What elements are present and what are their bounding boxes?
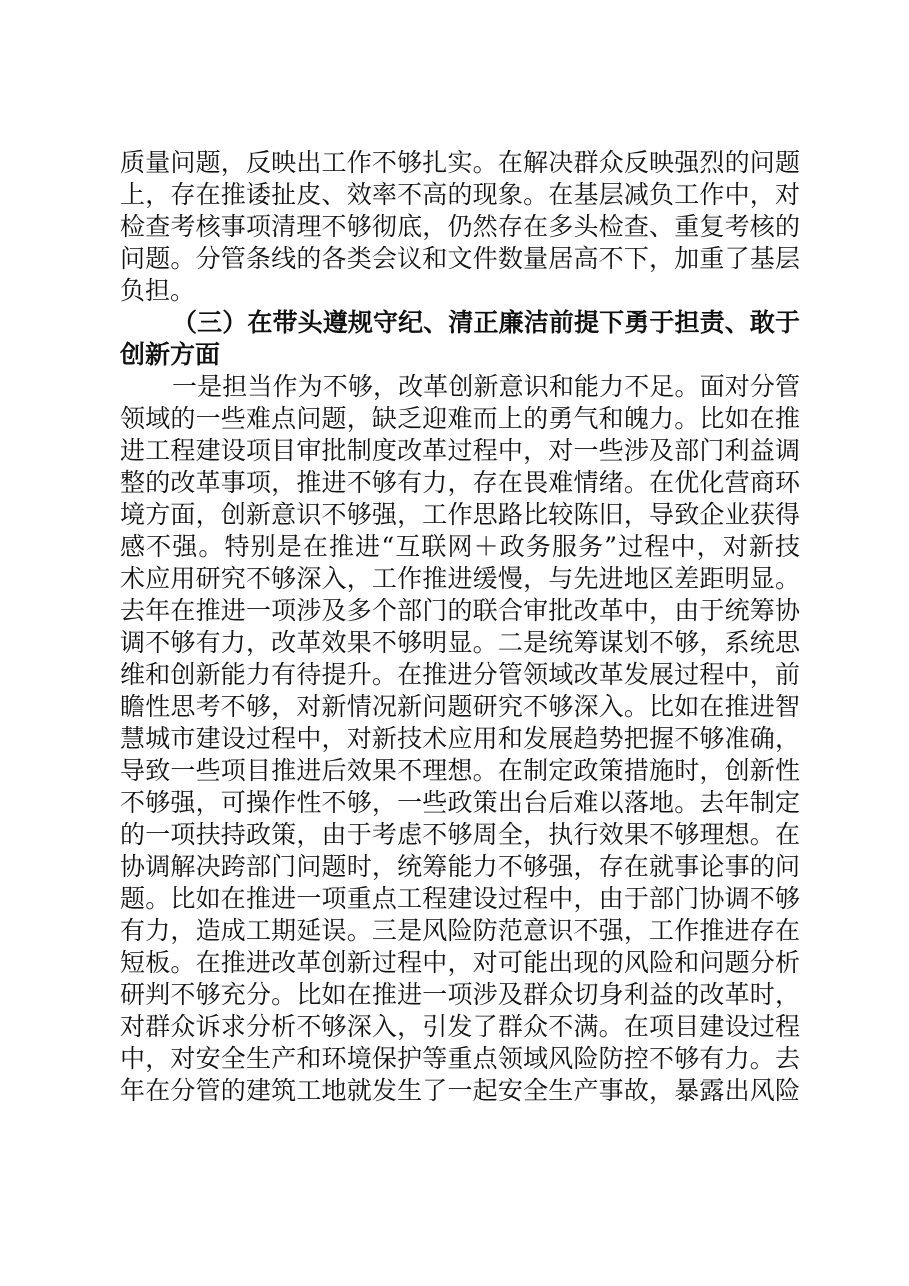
paragraph-line: 短板。在推进改革创新过程中，对可能出现的风险和问题分析 — [120, 948, 800, 977]
document-body — [120, 147, 800, 1107]
paragraph-line: 不够强，可操作性不够，一些政策出台后难以落地。去年制定 — [120, 788, 800, 817]
paragraph-line: 整的改革事项，推进不够有力，存在畏难情绪。在优化营商环 — [120, 468, 800, 497]
paragraph-line: 的一项扶持政策，由于考虑不够周全，执行效果不够理想。在 — [120, 820, 800, 849]
paragraph-line: 境方面，创新意识不够强，工作思路比较陈旧，导致企业获得 — [120, 500, 800, 529]
paragraph-line: 感不强。特别是在推进“互联网＋政务服务”过程中，对新技 — [120, 532, 800, 561]
paragraph-line: 领域的一些难点问题，缺乏迎难而上的勇气和魄力。比如在推 — [120, 404, 800, 433]
paragraph-line: 有力，造成工期延误。三是风险防范意识不强，工作推进存在 — [120, 916, 800, 945]
paragraph-line: 调不够有力，改革效果不够明显。二是统筹谋划不够，系统思 — [120, 628, 800, 657]
paragraph-line: 一是担当作为不够，改革创新意识和能力不足。面对分管 — [172, 372, 800, 401]
paragraph-line: 协调解决跨部门问题时，统筹能力不够强，存在就事论事的问 — [120, 852, 800, 881]
paragraph-line: 负担。 — [120, 276, 196, 305]
paragraph-line: 问题。分管条线的各类会议和文件数量居高不下，加重了基层 — [120, 244, 800, 273]
section-heading-line: （三）在带头遵规守纪、清正廉洁前提下勇于担责、敢于 — [172, 308, 800, 337]
paragraph-line: 研判不够充分。比如在推进一项涉及群众切身利益的改革时， — [120, 980, 800, 1009]
paragraph-line: 慧城市建设过程中，对新技术应用和发展趋势把握不够准确， — [120, 724, 800, 753]
paragraph-line: 瞻性思考不够，对新情况新问题研究不够深入。比如在推进智 — [120, 692, 800, 721]
paragraph-line: 题。比如在推进一项重点工程建设过程中，由于部门协调不够 — [120, 884, 800, 913]
paragraph-line: 中，对安全生产和环境保护等重点领域风险防控不够有力。去 — [120, 1044, 800, 1073]
section-heading-line: 创新方面 — [120, 340, 221, 369]
paragraph-line: 年在分管的建筑工地就发生了一起安全生产事故，暴露出风险 — [120, 1076, 800, 1105]
paragraph-line: 检查考核事项清理不够彻底，仍然存在多头检查、重复考核的 — [120, 212, 800, 241]
paragraph-line: 质量问题，反映出工作不够扎实。在解决群众反映强烈的问题 — [120, 148, 800, 177]
paragraph-line: 进工程建设项目审批制度改革过程中，对一些涉及部门利益调 — [120, 436, 800, 465]
paragraph-line: 对群众诉求分析不够深入，引发了群众不满。在项目建设过程 — [120, 1012, 800, 1041]
paragraph-line: 术应用研究不够深入，工作推进缓慢，与先进地区差距明显。 — [120, 564, 800, 593]
paragraph-line: 维和创新能力有待提升。在推进分管领域改革发展过程中，前 — [120, 660, 800, 689]
paragraph-line: 去年在推进一项涉及多个部门的联合审批改革中，由于统筹协 — [120, 596, 800, 625]
paragraph-line: 上，存在推诿扯皮、效率不高的现象。在基层减负工作中，对 — [120, 180, 800, 209]
paragraph-line: 导致一些项目推进后效果不理想。在制定政策措施时，创新性 — [120, 756, 800, 785]
